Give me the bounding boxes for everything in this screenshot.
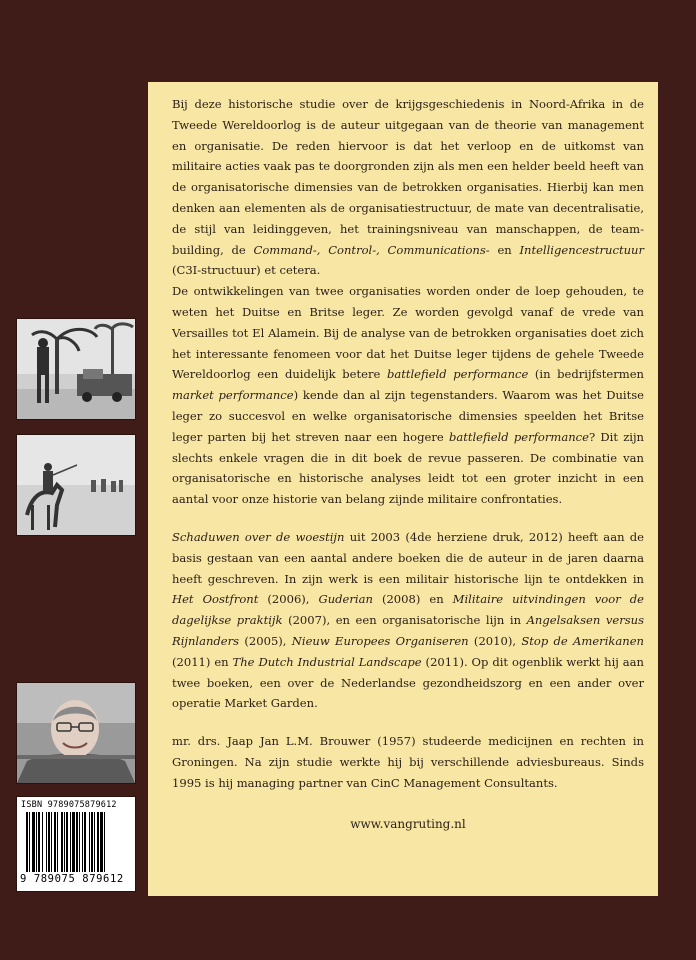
photo-camel-rider (16, 434, 136, 536)
barcode-bar (26, 812, 28, 872)
blurb-p3-italic-3: Guderian (318, 592, 373, 607)
blurb-p3-text-1: uit 2003 (4de herziene druk, 2012) heeft aan de basis gestaan van een aantal andere boeken die de auteur in de jaren daarna heeft geschreven. In zijn werk is een militair historische lijn te ontdekken in (172, 529, 644, 586)
barcode-bar (70, 812, 71, 872)
blurb-p1-text-2: en (489, 242, 520, 257)
barcode-bar (79, 812, 80, 872)
author-bio: mr. drs. Jaap Jan L.M. Brouwer (1957) studeerde medicijnen en rechten in Groningen. Na zijn studie werkte hij bij verschillende adviesbureaus. Sinds 1995 is hij managing partner van CinC Management Consultants. (172, 734, 644, 790)
back-cover-text-panel (148, 82, 658, 896)
blurb-p3-text-6: (2010), (468, 633, 522, 648)
isbn-label: ISBN 9789075879612 (21, 800, 117, 810)
blurb-p3-text-4: (2007), en een organisatorische lijn in (282, 613, 527, 628)
author-portrait-image (17, 683, 135, 783)
author-portrait (16, 682, 136, 784)
blurb-p2-text-1: De ontwikkelingen van twee organisaties worden onder de loep gehouden, te weten het Duitse en Britse leger. Ze worden gevolgd vanaf de vrede van Versailles tot El Alamein. Bij de analyse van de betrokken organisaties doet zich het interessante fenomeen voor dat het Duitse leger tijdens de gehele Tweede Wereldoorlog een duidelijk betere (172, 284, 644, 382)
barcode-bar (89, 812, 90, 872)
barcode-bar (48, 812, 50, 872)
blurb-p3-italic-5: Angelsaksen versus Rijnlanders (172, 613, 645, 648)
blurb-paragraph-2 (172, 281, 644, 510)
blurb-p1-text: Bij deze historische studie over de krijgsgeschiedenis in Noord-Afrika in de Tweede Wereldoorlog is de auteur uitgegaan van de theorie van management en organisatie. De reden hiervoor is dat het verloop en de uitkomst van militaire acties vaak pas te doorgronden zijn als men een helder beeld heeft van de organisatorische dimensies van de betrokken organisaties. Hierbij kan men denken aan elementen als de organisatiestructuur, de mate van decentralisatie, de stijl van leidinggeven, het trainingsniveau van manschappen, de teambuilding, de (172, 97, 644, 257)
blurb-p3-italic-8: The Dutch Industrial Landscape (232, 654, 422, 669)
blurb-p3-italic-1: Schaduwen over de woestijn (172, 529, 345, 544)
blurb-p3-text-8: (2011). Op dit ogenblik werkt hij aan twee boeken, een over de Nederlandse gezondheidszorg en een ander over operatie Market Garden. (172, 654, 644, 711)
blurb-p2-text-3: ) kende dan al zijn tegenstanders. Waarom was het Duitse leger zo succesvol en welke organisatorische dimensies speelden het Britse leger parten bij het streven naar een hogere (172, 388, 644, 444)
photo-desert-soldier-palms-image (17, 319, 135, 419)
blurb-p2-text-4: ? Dit zijn slechts enkele vragen die in dit boek de revue passeren. De combinatie van organisatorische en historische analyses leidt tot een groter inzicht in een aantal voor onze historie van belang zijnde militaire confrontaties. (172, 429, 644, 507)
barcode-bar (64, 812, 65, 872)
blurb-p3-italic-7: Stop de Amerikanen (521, 633, 644, 648)
blurb-paragraph-3 (172, 527, 644, 714)
barcode-bars (26, 812, 126, 872)
barcode-bar (66, 812, 68, 872)
blurb-p2-italic-2: market performance (172, 388, 294, 403)
isbn-barcode (16, 796, 136, 892)
blurb-p2-text-2: (in bedrijfstermen (528, 367, 644, 382)
barcode-bar (36, 812, 37, 872)
blurb-p3-text-7: (2011) en (172, 654, 233, 669)
barcode-bar (84, 812, 86, 872)
photo-desert-soldier-palms (16, 318, 136, 420)
blurb-p1-italic-1: Command-, Control-, Communications- (253, 242, 490, 257)
blurb-p3-text-3: (2008) en (372, 592, 453, 607)
photo-camel-rider-image (17, 435, 135, 535)
barcode-bar (72, 812, 75, 872)
barcode-bar (82, 812, 83, 872)
blurb-paragraph-1 (172, 94, 644, 281)
blurb-p3-italic-4: Militaire uitvindingen voor de dagelijkse praktijk (172, 592, 644, 628)
barcode-bar (32, 812, 35, 872)
barcode-bar (54, 812, 56, 872)
blurb-p3-italic-6: Nieuw Europees Organiseren (291, 633, 469, 648)
barcode-bar (38, 812, 40, 872)
blurb-p1-italic-2: Intelligencestructuur (519, 242, 644, 257)
barcode-bar (42, 812, 43, 872)
barcode-bar (97, 812, 99, 872)
blurb-p3-text-5: (2005), (239, 633, 292, 648)
barcode-bar (91, 812, 93, 872)
barcode-bar (57, 812, 58, 872)
blurb-p1-text-3: (C3I-structuur) et cetera. (172, 263, 321, 278)
barcode-bar (51, 812, 52, 872)
barcode-bar (76, 812, 78, 872)
publisher-website: www.vangruting.nl (350, 816, 466, 831)
barcode-bar (104, 812, 105, 872)
barcode-bar (61, 812, 63, 872)
barcode-bar (29, 812, 30, 872)
blurb-p3-text-2: (2006), (258, 592, 319, 607)
barcode-bar (94, 812, 95, 872)
ean-digits: 9 789075 879612 (20, 873, 124, 885)
barcode-bar (100, 812, 103, 872)
blurb-p2-italic-3: battlefield performance (448, 429, 589, 444)
barcode-bar (46, 812, 47, 872)
blurb-p3-italic-2: Het Oostfront (172, 592, 259, 607)
blurb-p2-italic-1: battlefield performance (386, 367, 529, 382)
